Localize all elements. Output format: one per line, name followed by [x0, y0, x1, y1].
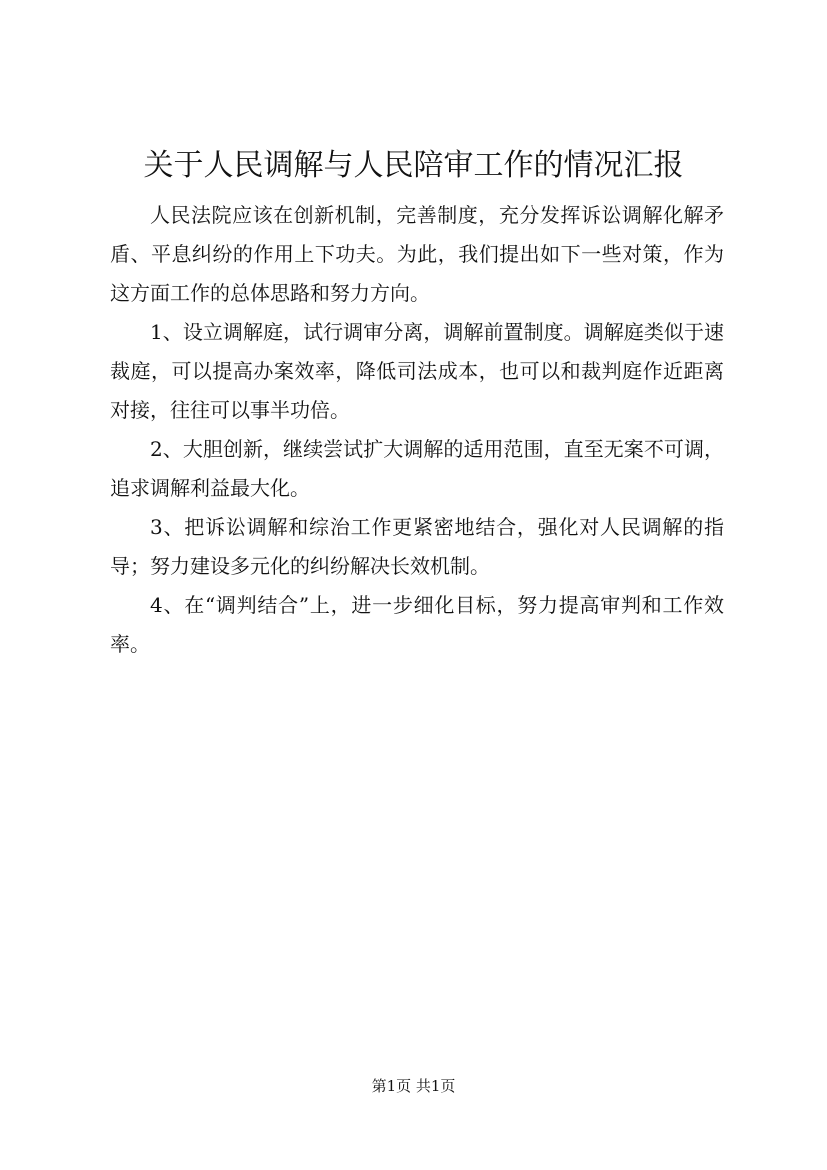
paragraph: 4、在“调判结合”上，进一步细化目标，努力提高审判和工作效率。: [110, 593, 724, 656]
paragraph: 3、把诉讼调解和综治工作更紧密地结合，强化对人民调解的指导；努力建设多元化的纠纷解决长效机制。: [110, 515, 724, 578]
document-body: [110, 196, 724, 664]
page-footer: 第1页 共1页: [371, 1077, 456, 1095]
paragraph: 2、大胆创新，继续尝试扩大调解的适用范围，直至无案不可调，追求调解利益最大化。: [110, 437, 724, 500]
paragraph: 1、设立调解庭，试行调审分离，调解前置制度。调解庭类似于速裁庭，可以提高办案效率，降低司法成本，也可以和裁判庭作近距离对接，往往可以事半功倍。: [110, 320, 724, 422]
paragraph: 人民法院应该在创新机制，完善制度，充分发挥诉讼调解化解矛盾、平息纠纷的作用上下功夫。为此，我们提出如下一些对策，作为这方面工作的总体思路和努力方向。: [110, 203, 724, 305]
document-title: 关于人民调解与人民陪审工作的情况汇报: [143, 148, 684, 183]
